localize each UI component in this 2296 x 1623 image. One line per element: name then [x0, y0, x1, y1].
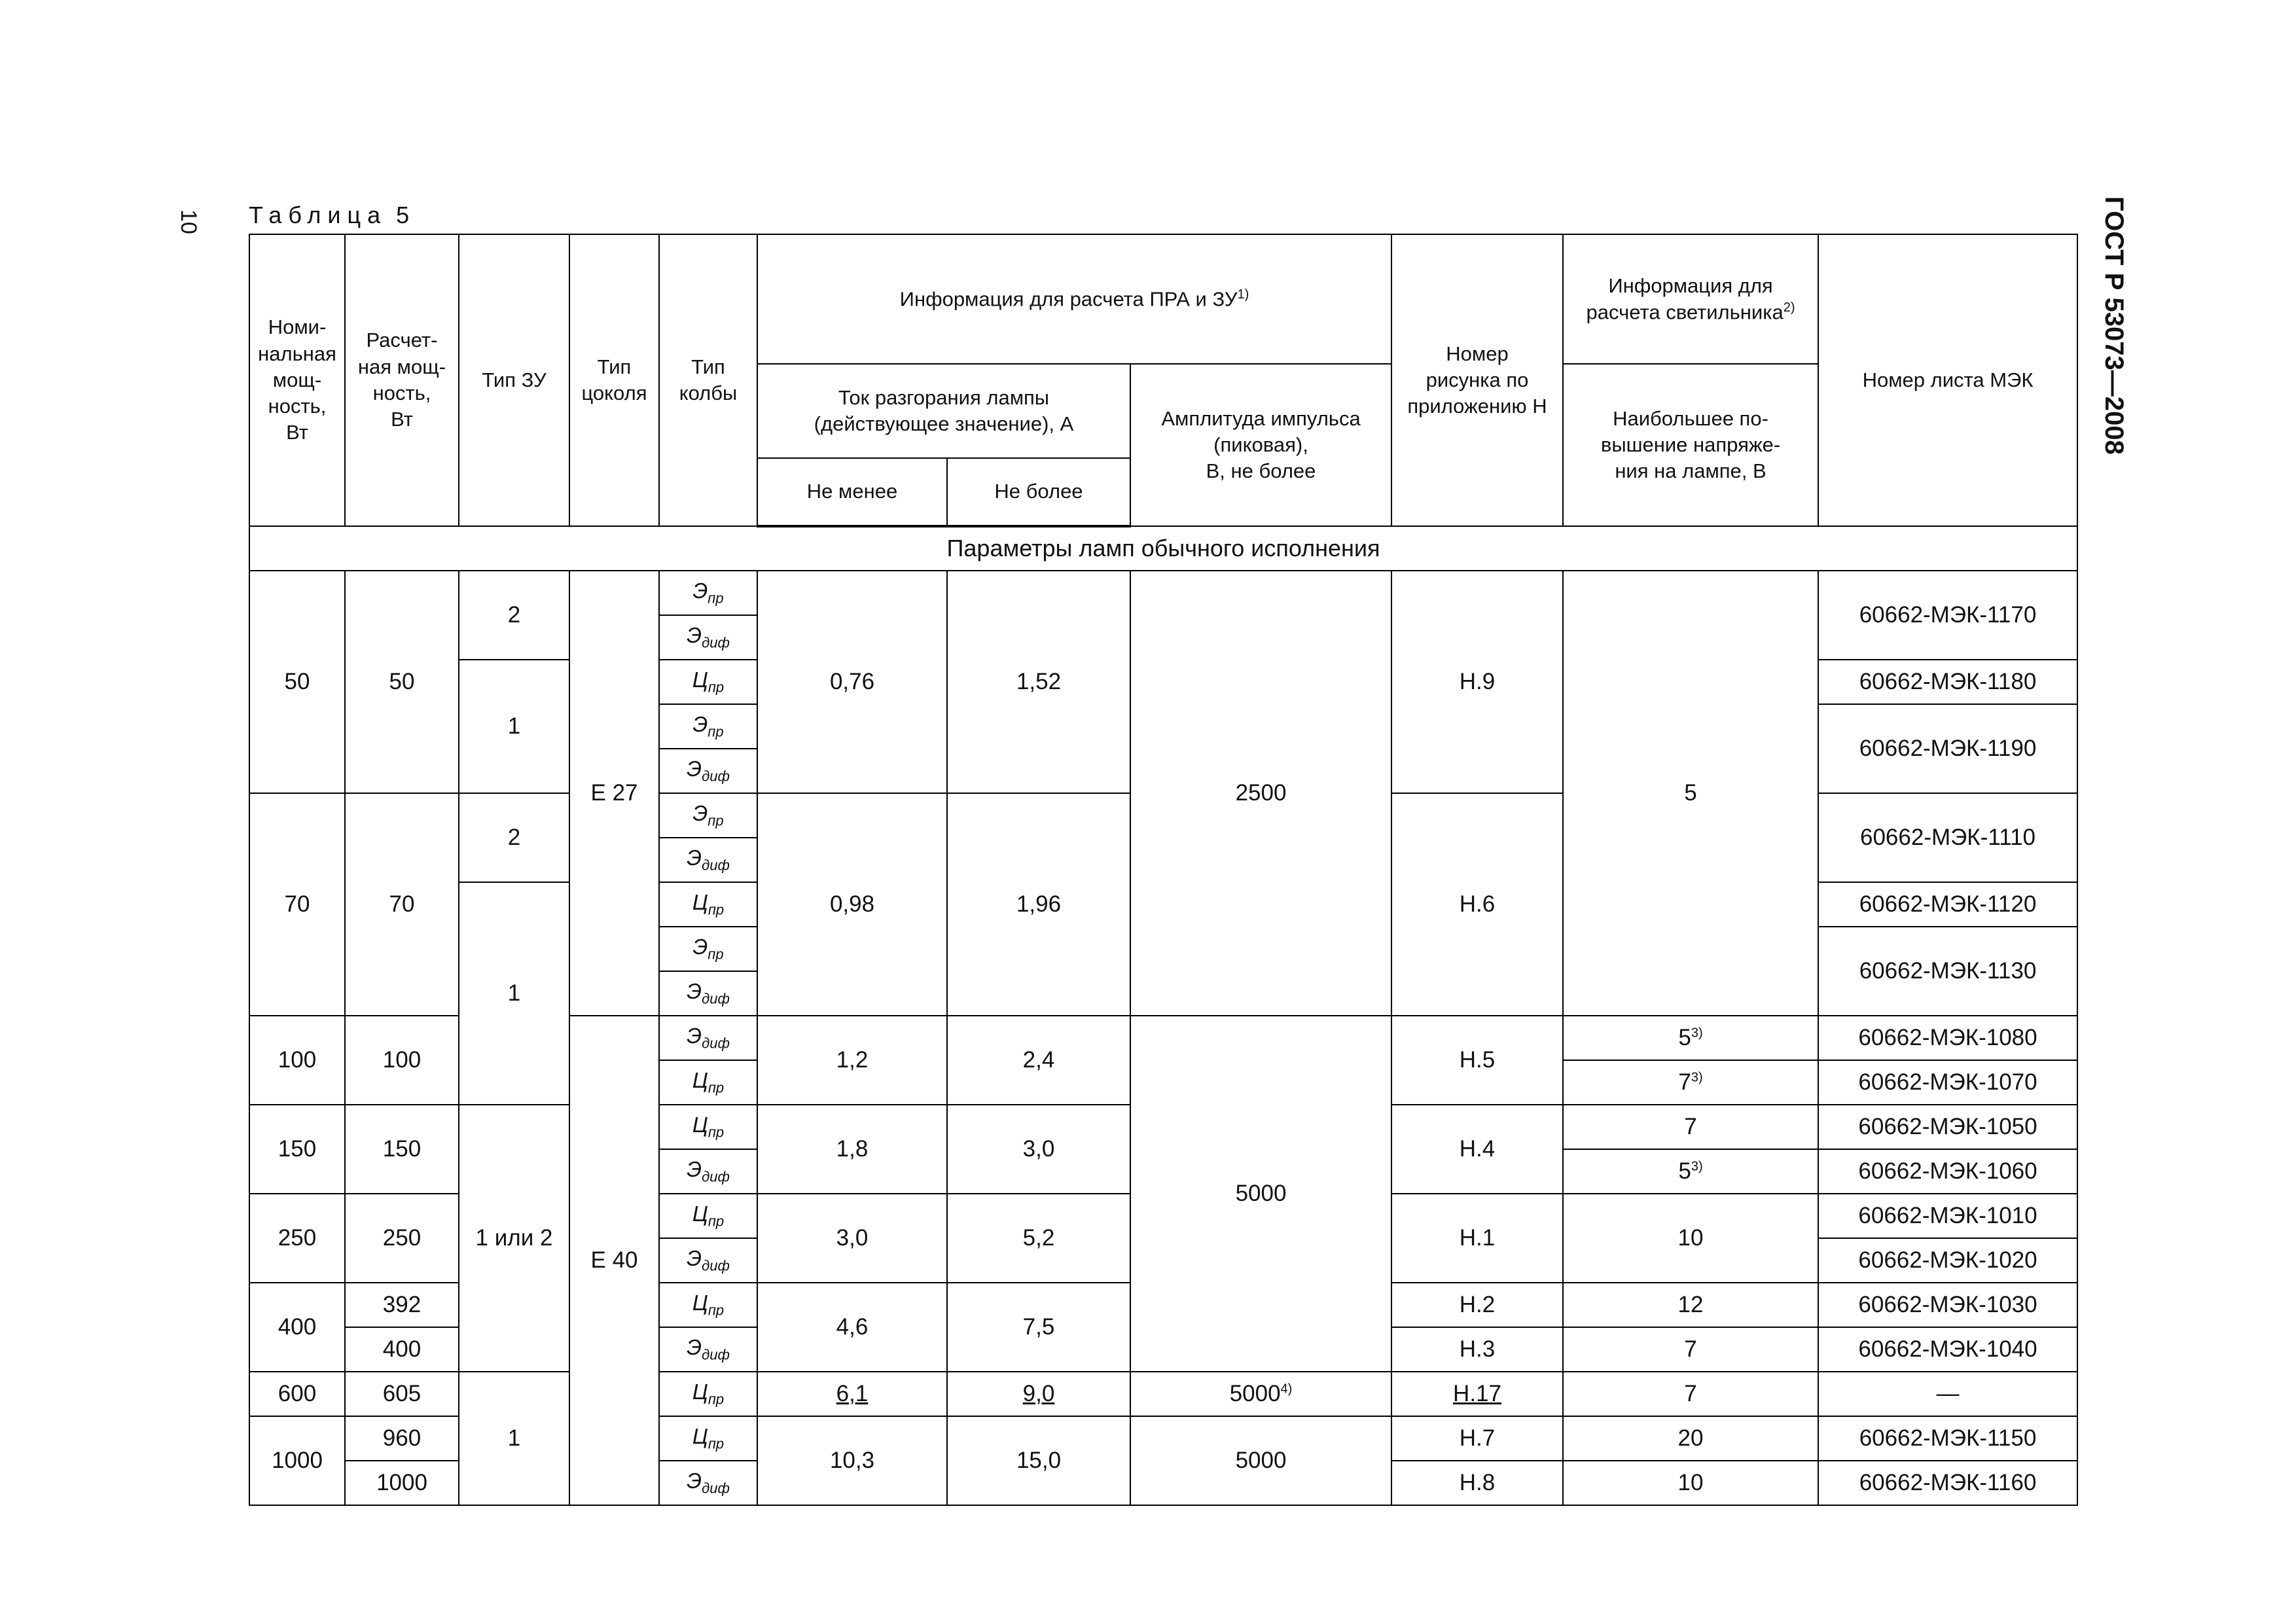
iec-sheet-cell: 60662-МЭК-1020 [1818, 1238, 2077, 1283]
bulb-type-subscript: диф [702, 1346, 730, 1363]
current-min-cell: 10,3 [757, 1416, 947, 1505]
bulb-type-letter: Э [692, 934, 708, 959]
voltage-rise-cell: 5$^{3)}$ [1563, 1016, 1818, 1060]
voltage-rise-cell: 5 [1563, 571, 1818, 1016]
header-calc-power: Расчет- ная мощ- ность, Вт [345, 234, 459, 526]
calc-power-cell: 250 [345, 1194, 459, 1283]
header-starter-type: Тип ЗУ [459, 234, 569, 526]
bulb-type-cell [659, 1372, 757, 1416]
iec-sheet-cell: 60662-МЭК-1030 [1818, 1283, 2077, 1327]
bulb-type-subscript: пр [708, 946, 724, 963]
iec-sheet-cell: 60662-МЭК-1160 [1818, 1461, 2077, 1505]
cap-type-cell: Е 40 [569, 1016, 659, 1505]
page-number: 10 [176, 209, 201, 234]
nominal-power-cell: 1000 [249, 1416, 345, 1505]
starter-type-cell: 2 [459, 793, 569, 882]
iec-sheet-cell: 60662-МЭК-1080 [1818, 1016, 2077, 1060]
current-min-cell: 4,6 [757, 1283, 947, 1372]
table-caption [249, 202, 409, 229]
bulb-type-cell [659, 1461, 757, 1505]
voltage-rise-cell: 12 [1563, 1283, 1818, 1327]
lamp-parameters-table [249, 234, 2078, 1506]
voltage-rise-cell: 7 [1563, 1105, 1818, 1149]
bulb-type-letter: Э [687, 1468, 702, 1493]
current-max-cell: 1,96 [947, 793, 1130, 1016]
bulb-type-letter: Э [687, 845, 702, 870]
header-ballast-info: Информация для расчета ПРА и ЗУ$^{1)}$ [757, 234, 1391, 364]
figure-cell: Н.1 [1391, 1194, 1563, 1283]
figure-cell: Н.3 [1391, 1327, 1563, 1372]
voltage-rise-cell: 7$^{3)}$ [1563, 1060, 1818, 1105]
calc-power-cell: 1000 [345, 1461, 459, 1505]
bulb-type-letter: Ц [692, 1423, 708, 1448]
bulb-type-cell [659, 1327, 757, 1372]
iec-sheet-cell: — [1818, 1372, 2077, 1416]
bulb-type-cell [659, 1060, 757, 1105]
bulb-type-cell [659, 571, 757, 615]
bulb-type-subscript: диф [702, 857, 730, 874]
nominal-power-cell: 250 [249, 1194, 345, 1283]
nominal-power-cell: 70 [249, 793, 345, 1016]
calc-power-cell: 605 [345, 1372, 459, 1416]
voltage-rise-cell: 7 [1563, 1372, 1818, 1416]
starter-type-cell: 1 или 2 [459, 1105, 569, 1372]
header-luminaire-info: Информация для расчета светильника$^{2)}$ [1563, 234, 1818, 364]
header-pulse-amplitude: Амплитуда импульса (пиковая), В, не более [1130, 364, 1391, 526]
voltage-rise-cell: 5$^{3)}$ [1563, 1149, 1818, 1194]
bulb-type-letter: Э [687, 1334, 702, 1359]
bulb-type-subscript: пр [708, 1124, 725, 1141]
bulb-type-cell [659, 971, 757, 1016]
calc-power-cell: 100 [345, 1016, 459, 1105]
bulb-type-subscript: пр [708, 1391, 725, 1408]
current-max-cell: 15,0 [947, 1416, 1130, 1505]
current-max-cell: 2,4 [947, 1016, 1130, 1105]
bulb-type-cell [659, 838, 757, 882]
pulse-amplitude-cell: 5000$^{4)}$ [1130, 1372, 1391, 1416]
table-caption-number: 5 [396, 202, 410, 228]
current-min-cell: 3,0 [757, 1194, 947, 1283]
header-nominal-power: Номи- нальная мощ- ность, Вт [249, 234, 345, 526]
iec-sheet-cell: 60662-МЭК-1040 [1818, 1327, 2077, 1372]
voltage-rise-cell: 10 [1563, 1194, 1818, 1283]
nominal-power-cell: 400 [249, 1283, 345, 1372]
calc-power-cell: 150 [345, 1105, 459, 1194]
bulb-type-cell [659, 704, 757, 749]
calc-power-cell: 960 [345, 1416, 459, 1461]
iec-sheet-cell: 60662-МЭК-1010 [1818, 1194, 2077, 1238]
bulb-type-subscript: диф [702, 1035, 730, 1052]
pulse-amplitude-cell: 5000 [1130, 1416, 1391, 1505]
bulb-type-cell [659, 1194, 757, 1238]
pulse-amplitude-cell: 5000 [1130, 1016, 1391, 1372]
bulb-type-cell [659, 1149, 757, 1194]
starter-type-cell: 1 [459, 1372, 569, 1505]
header-iec-sheet: Номер листа МЭК [1818, 234, 2077, 526]
bulb-type-letter: Ц [692, 1379, 708, 1404]
table-caption-word: Таблица [249, 202, 387, 228]
calc-power-cell: 392 [345, 1283, 459, 1327]
current-min-cell: 1,8 [757, 1105, 947, 1194]
iec-sheet-cell: 60662-МЭК-1110 [1818, 793, 2077, 882]
figure-cell: Н.9 [1391, 571, 1563, 793]
bulb-type-subscript: диф [702, 1257, 730, 1274]
bulb-type-subscript: пр [708, 723, 724, 740]
bulb-type-subscript: пр [708, 1435, 725, 1452]
bulb-type-cell [659, 927, 757, 971]
bulb-type-letter: Э [687, 978, 702, 1003]
bulb-type-letter: Э [687, 1156, 702, 1181]
calc-power-cell: 50 [345, 571, 459, 793]
current-max-cell: 7,5 [947, 1283, 1130, 1372]
bulb-type-subscript: пр [708, 1302, 725, 1319]
iec-sheet-cell: 60662-МЭК-1130 [1818, 927, 2077, 1016]
current-max-cell: 9,0 [947, 1372, 1130, 1416]
iec-sheet-cell: 60662-МЭК-1050 [1818, 1105, 2077, 1149]
iec-sheet-cell: 60662-МЭК-1120 [1818, 882, 2077, 927]
current-min-cell: 0,98 [757, 793, 947, 1016]
voltage-rise-cell: 7 [1563, 1327, 1818, 1372]
starter-type-cell: 2 [459, 571, 569, 660]
bulb-type-letter: Э [692, 578, 708, 603]
header-warmup-current: Ток разгорания лампы (действующее значение), А [757, 364, 1130, 458]
starter-type-cell: 1 [459, 660, 569, 793]
bulb-type-letter: Ц [692, 667, 708, 692]
bulb-type-cell [659, 1105, 757, 1149]
figure-cell: Н.6 [1391, 793, 1563, 1016]
bulb-type-letter: Э [687, 622, 702, 647]
current-max-cell: 5,2 [947, 1194, 1130, 1283]
nominal-power-cell: 50 [249, 571, 345, 793]
calc-power-cell: 70 [345, 793, 459, 1016]
bulb-type-subscript: пр [708, 590, 724, 607]
bulb-type-letter: Ц [692, 1201, 708, 1226]
nominal-power-cell: 150 [249, 1105, 345, 1194]
cap-type-cell: Е 27 [569, 571, 659, 1016]
bulb-type-subscript: диф [702, 990, 730, 1007]
bulb-type-letter: Ц [692, 889, 708, 914]
current-max-cell: 1,52 [947, 571, 1130, 793]
figure-cell: Н.7 [1391, 1416, 1563, 1461]
pulse-amplitude-cell: 2500 [1130, 571, 1391, 1016]
bulb-type-subscript: диф [702, 634, 730, 651]
header-voltage-rise: Наибольшее по- вышение напряже- ния на лампе, В [1563, 364, 1818, 526]
bulb-type-cell [659, 1416, 757, 1461]
bulb-type-subscript: диф [702, 768, 730, 785]
header-figure-number: Номер рисунка по приложению Н [1391, 234, 1563, 526]
bulb-type-subscript: пр [708, 901, 725, 918]
header-max: Не более [947, 458, 1130, 526]
bulb-type-cell [659, 615, 757, 660]
nominal-power-cell: 100 [249, 1016, 345, 1105]
bulb-type-cell [659, 882, 757, 927]
figure-cell: Н.4 [1391, 1105, 1563, 1194]
current-min-cell: 6,1 [757, 1372, 947, 1416]
bulb-type-letter: Э [692, 711, 708, 736]
bulb-type-cell [659, 660, 757, 704]
iec-sheet-cell: 60662-МЭК-1180 [1818, 660, 2077, 704]
bulb-type-letter: Э [687, 1023, 702, 1048]
bulb-type-cell [659, 749, 757, 793]
bulb-type-letter: Ц [692, 1067, 708, 1092]
section-title: Параметры ламп обычного исполнения [249, 526, 2077, 571]
bulb-type-cell [659, 1238, 757, 1283]
iec-sheet-cell: 60662-МЭК-1070 [1818, 1060, 2077, 1105]
header-cap-type: Тип цоколя [569, 234, 659, 526]
bulb-type-subscript: пр [708, 1079, 725, 1096]
iec-sheet-cell: 60662-МЭК-1190 [1818, 704, 2077, 793]
bulb-type-cell [659, 1283, 757, 1327]
bulb-type-subscript: диф [702, 1480, 730, 1497]
header-min: Не менее [757, 458, 947, 526]
current-min-cell: 1,2 [757, 1016, 947, 1105]
document-code: ГОСТ Р 53073—2008 [2100, 196, 2128, 455]
iec-sheet-cell: 60662-МЭК-1170 [1818, 571, 2077, 660]
figure-cell: Н.2 [1391, 1283, 1563, 1327]
header-bulb-type: Тип колбы [659, 234, 757, 526]
bulb-type-cell [659, 793, 757, 838]
bulb-type-subscript: пр [708, 1213, 725, 1230]
bulb-type-subscript: пр [708, 679, 725, 696]
calc-power-cell: 400 [345, 1327, 459, 1372]
iec-sheet-cell: 60662-МЭК-1150 [1818, 1416, 2077, 1461]
bulb-type-letter: Ц [692, 1290, 708, 1315]
current-max-cell: 3,0 [947, 1105, 1130, 1194]
bulb-type-letter: Э [687, 1245, 702, 1270]
bulb-type-subscript: пр [708, 812, 724, 829]
bulb-type-subscript: диф [702, 1168, 730, 1185]
nominal-power-cell: 600 [249, 1372, 345, 1416]
voltage-rise-cell: 10 [1563, 1461, 1818, 1505]
bulb-type-letter: Э [687, 756, 702, 781]
bulb-type-cell [659, 1016, 757, 1060]
voltage-rise-cell: 20 [1563, 1416, 1818, 1461]
figure-cell: Н.5 [1391, 1016, 1563, 1105]
current-min-cell: 0,76 [757, 571, 947, 793]
starter-type-cell: 1 [459, 882, 569, 1105]
bulb-type-letter: Ц [692, 1112, 708, 1137]
figure-cell: Н.8 [1391, 1461, 1563, 1505]
figure-cell: Н.17 [1391, 1372, 1563, 1416]
iec-sheet-cell: 60662-МЭК-1060 [1818, 1149, 2077, 1194]
bulb-type-letter: Э [692, 800, 708, 825]
